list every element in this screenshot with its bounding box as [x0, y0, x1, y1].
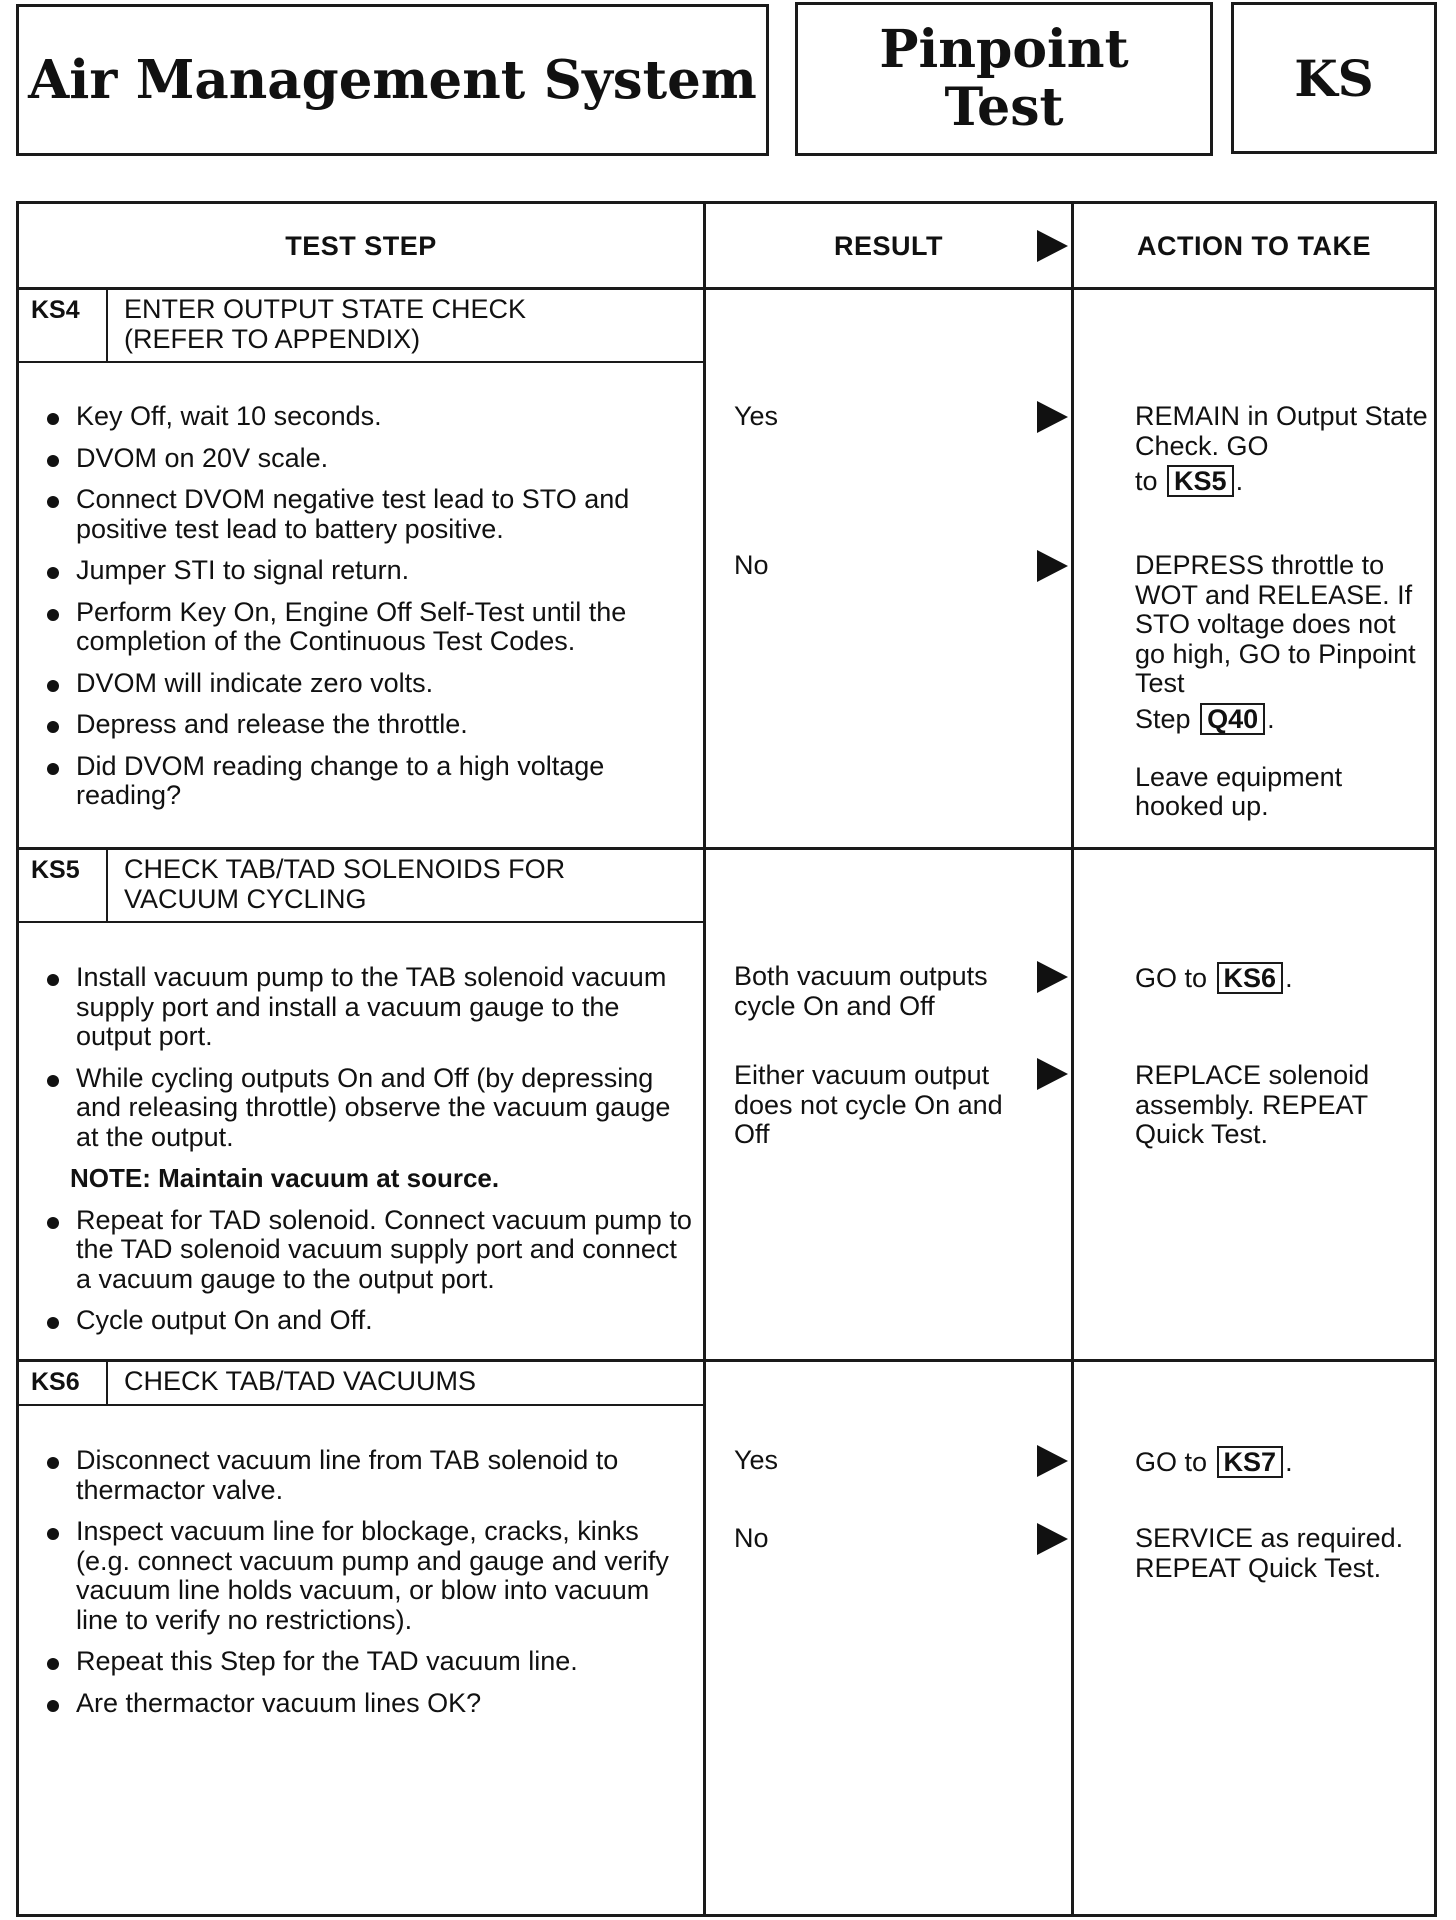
ks6-action-no: SERVICE as required. REPEAT Quick Test. [1135, 1523, 1404, 1583]
column-header-action [1074, 204, 1434, 289]
list-item: DVOM will indicate zero volts. [44, 669, 694, 699]
step-ref-q40[interactable]: Q40 [1200, 703, 1265, 735]
ks5-action-either: REPLACE solenoid assembly. REPEAT Quick Test. [1135, 1060, 1370, 1149]
list-item: Connect DVOM negative test lead to STO and positive test lead to battery positive. [44, 485, 694, 544]
step-id-ks5: KS5 [19, 850, 108, 923]
list-item: Cycle output On and Off. [44, 1306, 694, 1336]
test-type-box [795, 2, 1213, 156]
ks6-result-yes: Yes [734, 1445, 779, 1475]
list-item: Disconnect vacuum line from TAB solenoid to thermactor valve. [44, 1446, 694, 1505]
list-item: Install vacuum pump to the TAB solenoid vacuum supply port and install a vacuum gauge to the output port. [44, 963, 694, 1052]
result-header-arrow-icon [1037, 230, 1068, 262]
ks4-no-arrow-icon [1037, 550, 1068, 582]
list-item: Did DVOM reading change to a high voltage reading? [44, 752, 694, 811]
note-text: NOTE: Maintain vacuum at source. [70, 1163, 500, 1193]
ks5-both-arrow-icon [1037, 961, 1068, 993]
list-item: Repeat for TAD solenoid. Connect vacuum pump to the TAD solenoid vacuum supply port and connect a vacuum gauge to the output port. [44, 1206, 694, 1295]
ks5-action-both: GO to KS6 . [1135, 963, 1293, 993]
column-header-action-label: ACTION TO TAKE [1137, 231, 1371, 261]
step-header-ks5 [19, 850, 703, 923]
step-ref-ks7[interactable]: KS7 [1217, 1446, 1284, 1478]
step-ref-ks6[interactable]: KS6 [1217, 962, 1284, 994]
list-item: Perform Key On, Engine Off Self-Test until the completion of the Continuous Test Codes. [44, 598, 694, 657]
step-ks4-instructions [44, 402, 694, 823]
test-type-line2: Test [944, 77, 1064, 138]
ks4-action-yes-text: REMAIN in Output State Check. GO [1135, 401, 1428, 461]
ks4-action-no: DEPRESS throttle to WOT and RELEASE. If STO voltage does not go high, GO to Pinpoint Test Step Q40 . Leave equipment hooked up. [1135, 551, 1430, 822]
column-header-result-label: RESULT [834, 231, 943, 261]
ks6-yes-arrow-icon [1037, 1445, 1068, 1477]
list-item: Inspect vacuum line for blockage, cracks, kinks (e.g. connect vacuum pump and gauge and verify vacuum line holds vacuum, or blow into vacuum line to verify no restrictions). [44, 1517, 694, 1635]
ks6-no-arrow-icon [1037, 1523, 1068, 1555]
step-header-ks4-underline [19, 361, 703, 363]
list-item: Repeat this Step for the TAD vacuum line. [44, 1647, 694, 1677]
ks4-action-yes-to: to [1135, 466, 1158, 496]
test-type-line1: Pinpoint [879, 19, 1129, 80]
step-header-ks6-underline [19, 1404, 703, 1406]
ks5-result-either: Either vacuum output does not cycle On and Off [734, 1060, 1003, 1149]
step-header-ks4 [19, 290, 703, 363]
step-ks6-instructions [44, 1446, 694, 1730]
ks4-action-no-note: Leave equipment hooked up. [1135, 761, 1343, 821]
ks4-yes-arrow-icon [1037, 401, 1068, 433]
step-header-ks5-underline [19, 921, 703, 923]
step-ref-ks5[interactable]: KS5 [1167, 465, 1234, 497]
step-id-ks4: KS4 [19, 290, 108, 363]
column-divider-1 [703, 201, 706, 1917]
step-title-ks4-line2: (REFER TO APPENDIX) [124, 324, 421, 354]
column-header-test-step [19, 204, 703, 289]
list-item: Depress and release the throttle. [44, 710, 694, 740]
test-code: KS [1294, 48, 1374, 108]
ks4-result-no: No [734, 550, 769, 580]
ks5-either-arrow-icon [1037, 1058, 1068, 1090]
step-title-ks5-line1: CHECK TAB/TAD SOLENOIDS FOR [124, 854, 566, 884]
ks5-action-goto: GO to [1135, 963, 1208, 993]
document-title-text: Air Management System [28, 49, 757, 111]
ks6-action-yes: GO to KS7 . [1135, 1447, 1293, 1477]
ks4-action-no-step: Step [1135, 703, 1191, 734]
ks4-result-yes: Yes [734, 401, 779, 431]
list-item: Jumper STI to signal return. [44, 556, 694, 586]
ks6-action-goto: GO to [1135, 1447, 1208, 1477]
step-title-ks4 [124, 294, 526, 354]
list-item: Are thermactor vacuum lines OK? [44, 1689, 694, 1719]
column-header-result [706, 204, 1071, 289]
list-item: Key Off, wait 10 seconds. [44, 402, 694, 432]
column-header-test-step-label: TEST STEP [285, 231, 437, 261]
step-header-ks6 [19, 1362, 703, 1406]
step-title-ks5-line2: VACUUM CYCLING [124, 884, 367, 914]
ks4-action-yes: REMAIN in Output State Check. GO to KS5 . [1135, 402, 1430, 497]
test-code-box [1231, 2, 1437, 154]
list-item: DVOM on 20V scale. [44, 444, 694, 474]
ks4-action-no-text: DEPRESS throttle to WOT and RELEASE. If STO voltage does not go high, GO to Pinpoint Test [1135, 550, 1416, 698]
document-title [16, 4, 769, 156]
step-title-ks4-line1: ENTER OUTPUT STATE CHECK [124, 294, 527, 324]
step-ks5-instructions [44, 963, 694, 1348]
step-title-ks5 [124, 854, 565, 914]
step-id-ks6: KS6 [19, 1362, 108, 1406]
ks5-result-both: Both vacuum outputs cycle On and Off [734, 961, 988, 1021]
step-title-ks6: CHECK TAB/TAD VACUUMS [124, 1366, 477, 1396]
list-item: While cycling outputs On and Off (by depressing and releasing throttle) observe the vacuum gauge at the output. [44, 1064, 694, 1153]
ks6-result-no: No [734, 1523, 769, 1553]
column-divider-2 [1071, 201, 1074, 1917]
